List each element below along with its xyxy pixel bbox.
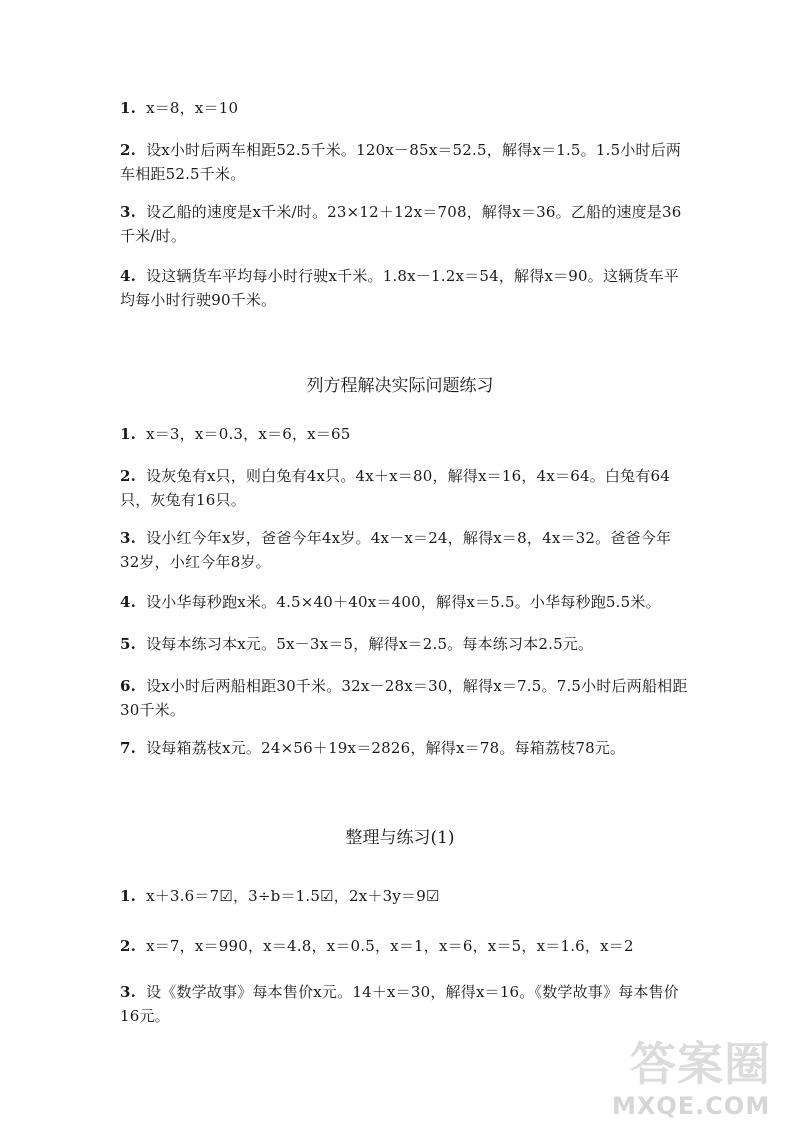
item-number: 1. — [120, 887, 137, 905]
answer-item — [120, 464, 690, 512]
item-text: 设小华每秒跑x米。4.5×40＋40x＝400，解得x＝5.5。小华每秒跑5.5米。 — [146, 593, 661, 611]
watermark-url: MXQE.COM — [612, 1092, 771, 1120]
answer-item — [120, 422, 690, 446]
answer-item — [120, 934, 690, 958]
item-text: 设小红今年x岁，爸爸今年4x岁。4x－x＝24，解得x＝8，4x＝32。爸爸今年32岁，小红今年8岁。 — [120, 529, 672, 571]
item-number: 5. — [120, 635, 137, 653]
section-heading: 列方程解决实际问题练习 — [306, 376, 494, 396]
answer-item — [120, 526, 690, 574]
item-number: 4. — [120, 267, 137, 285]
item-number: 1. — [120, 425, 137, 443]
item-number: 7. — [120, 739, 137, 757]
watermark-logo: 答案圈 — [630, 1037, 771, 1091]
answer-item — [120, 632, 690, 656]
item-text: x＝8，x＝10 — [146, 99, 239, 117]
answer-item — [120, 736, 690, 760]
item-text: 设《数学故事》每本售价x元。14＋x＝30，解得x＝16。《数学故事》每本售价16元。 — [120, 983, 680, 1025]
answer-item — [120, 138, 690, 186]
answer-item — [120, 200, 690, 248]
item-text: 设x小时后两船相距30千米。32x－28x＝30，解得x＝7.5。7.5小时后两船相距30千米。 — [120, 677, 688, 719]
item-text: x＝3，x＝0.3，x＝6，x＝65 — [146, 425, 351, 443]
item-text: 设每箱荔枝x元。24×56＋19x＝2826，解得x＝78。每箱荔枝78元。 — [146, 739, 626, 757]
item-text: x＋3.6＝7☑，3÷b＝1.5☑，2x＋3y＝9☑ — [146, 887, 440, 905]
item-number: 2. — [120, 141, 137, 159]
item-number: 1. — [120, 99, 137, 117]
item-number: 2. — [120, 937, 137, 955]
item-number: 4. — [120, 593, 137, 611]
item-number: 3. — [120, 203, 137, 221]
item-number: 2. — [120, 467, 137, 485]
item-text: 设乙船的速度是x千米/时。23×12＋12x＝708，解得x＝36。乙船的速度是36千米/时。 — [120, 203, 682, 245]
section-heading: 整理与练习(1) — [345, 828, 455, 848]
answer-item — [120, 590, 690, 614]
watermark — [590, 1026, 790, 1126]
item-text: 设每本练习本x元。5x－3x＝5，解得x＝2.5。每本练习本2.5元。 — [146, 635, 594, 653]
item-number: 3. — [120, 529, 137, 547]
answer-item — [120, 96, 690, 120]
item-text: 设灰兔有x只，则白兔有4x只。4x＋x＝80，解得x＝16，4x＝64。白兔有64只，灰兔有16只。 — [120, 467, 670, 509]
item-text: 设这辆货车平均每小时行驶x千米。1.8x－1.2x＝54，解得x＝90。这辆货车平均每小时行驶90千米。 — [120, 267, 679, 309]
item-text: 设x小时后两车相距52.5千米。120x－85x＝52.5，解得x＝1.5。1.5小时后两车相距52.5千米。 — [120, 141, 682, 183]
item-number: 6. — [120, 677, 137, 695]
answer-item — [120, 264, 690, 312]
item-number: 3. — [120, 983, 137, 1001]
answer-item — [120, 674, 690, 722]
answer-item — [120, 980, 690, 1028]
item-text: x＝7，x＝990，x＝4.8，x＝0.5，x＝1，x＝6，x＝5，x＝1.6，x＝2 — [146, 937, 634, 955]
answer-item — [120, 884, 690, 908]
